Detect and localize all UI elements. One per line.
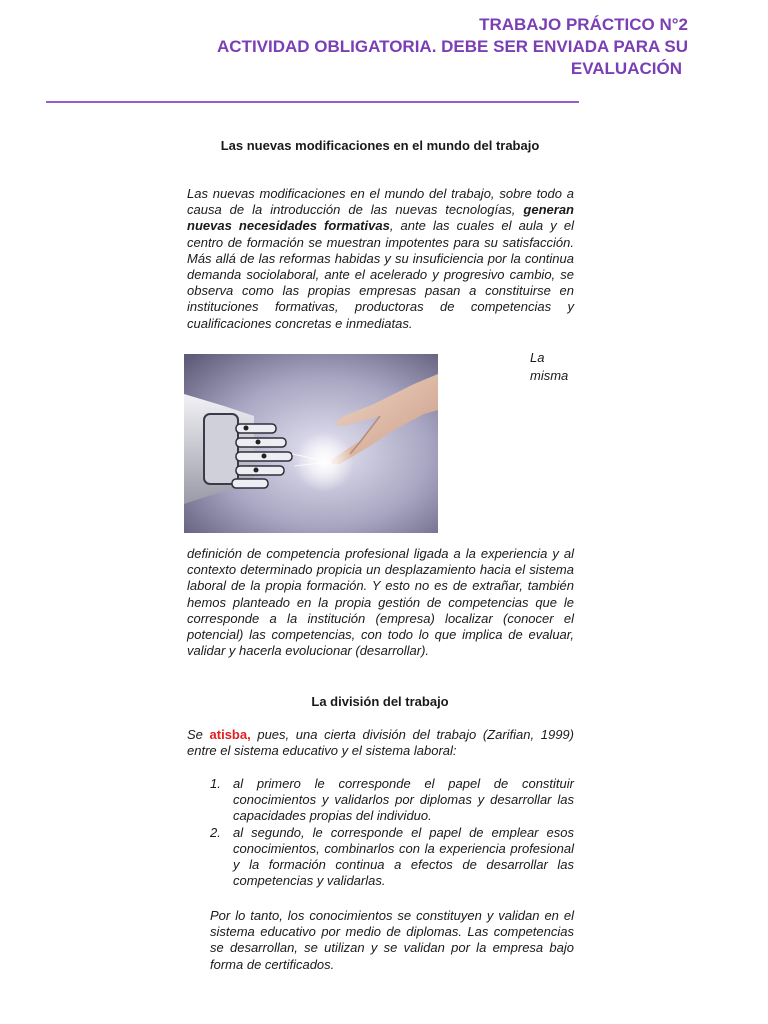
list-item-number: 2. xyxy=(210,824,221,840)
list-item-text: al segundo, le corresponde el papel de emplear esos conocimientos, combinarlos con la experiencia profesional y la formación continua a efectos de desarrollar las competencias y validarlas. xyxy=(233,824,574,889)
header-title: TRABAJO PRÁCTICO N°2 xyxy=(479,15,688,34)
header-divider xyxy=(46,101,579,103)
list-item xyxy=(210,825,574,890)
list-item-number: 1. xyxy=(210,776,221,791)
list-item-text: al primero le corresponde el papel de constituir conocimientos y validarlos por diplomas y desarrollar las capacidades propias del individuo. xyxy=(233,776,574,824)
intro-text-b: , ante las cuales el aula y el centro de formación se muestran impotentes para su satisfacción. Más allá de las reformas habidas y su insuficiencia por la continua demanda sociolaboral, ante el acelerado y progresivo cambio, se observa como las propias empresas pasan a constituirse en instituciones formativas, productoras de competencias y cualificaciones concretas e inmediatas. xyxy=(187,218,574,331)
division-list xyxy=(210,776,574,889)
highlight-word: atisba, xyxy=(209,727,251,742)
document-header xyxy=(168,14,688,80)
paragraph-definicion: definición de competencia profesional ligada a la experiencia y al contexto determinado propicia un desplazamiento hacia el sistema laboral de la propia formación. Y esto no es de extrañar, también hemos planteado en la propia gestión de competencias que le corresponde a la institución (empresa) localizar (conocer el potencial) las competencias, con todo lo que implica de evaluar, validar y hacerla evolucionar (desarrollar). xyxy=(187,546,574,659)
robot-human-hands-image xyxy=(184,354,438,533)
side-text-line1: La xyxy=(530,350,545,365)
intro-bold: generan nuevas necesidades formativas xyxy=(187,202,574,234)
division-intro-a: Se xyxy=(187,727,210,742)
paragraph-intro xyxy=(187,186,574,332)
header-subtitle-cont: EVALUACIÓN xyxy=(570,59,682,78)
side-text xyxy=(530,349,568,385)
section-heading-modificaciones: Las nuevas modificaciones en el mundo del trabajo xyxy=(220,138,540,153)
section-heading-division: La división del trabajo xyxy=(311,694,449,709)
header-subtitle: ACTIVIDAD OBLIGATORIA. DEBE SER ENVIADA PARA SU xyxy=(217,37,688,56)
paragraph-conclusion: Por lo tanto, los conocimientos se constituyen y validan en el sistema educativo por medio de diplomas. Las competencias se desarrollan, se utilizan y se validan por la empresa bajo forma de certificados. xyxy=(210,908,574,972)
side-text-line2: misma xyxy=(530,368,569,383)
paragraph-division-intro xyxy=(187,727,574,759)
division-intro-b: pues, una cierta división del trabajo (Zarifian, 1999) entre el sistema educativo y el sistema laboral: xyxy=(187,727,574,759)
list-item xyxy=(210,776,574,825)
intro-text-a: Las nuevas modificaciones en el mundo del trabajo, sobre todo a causa de la introducción de las nuevas tecnologías, xyxy=(187,186,574,218)
